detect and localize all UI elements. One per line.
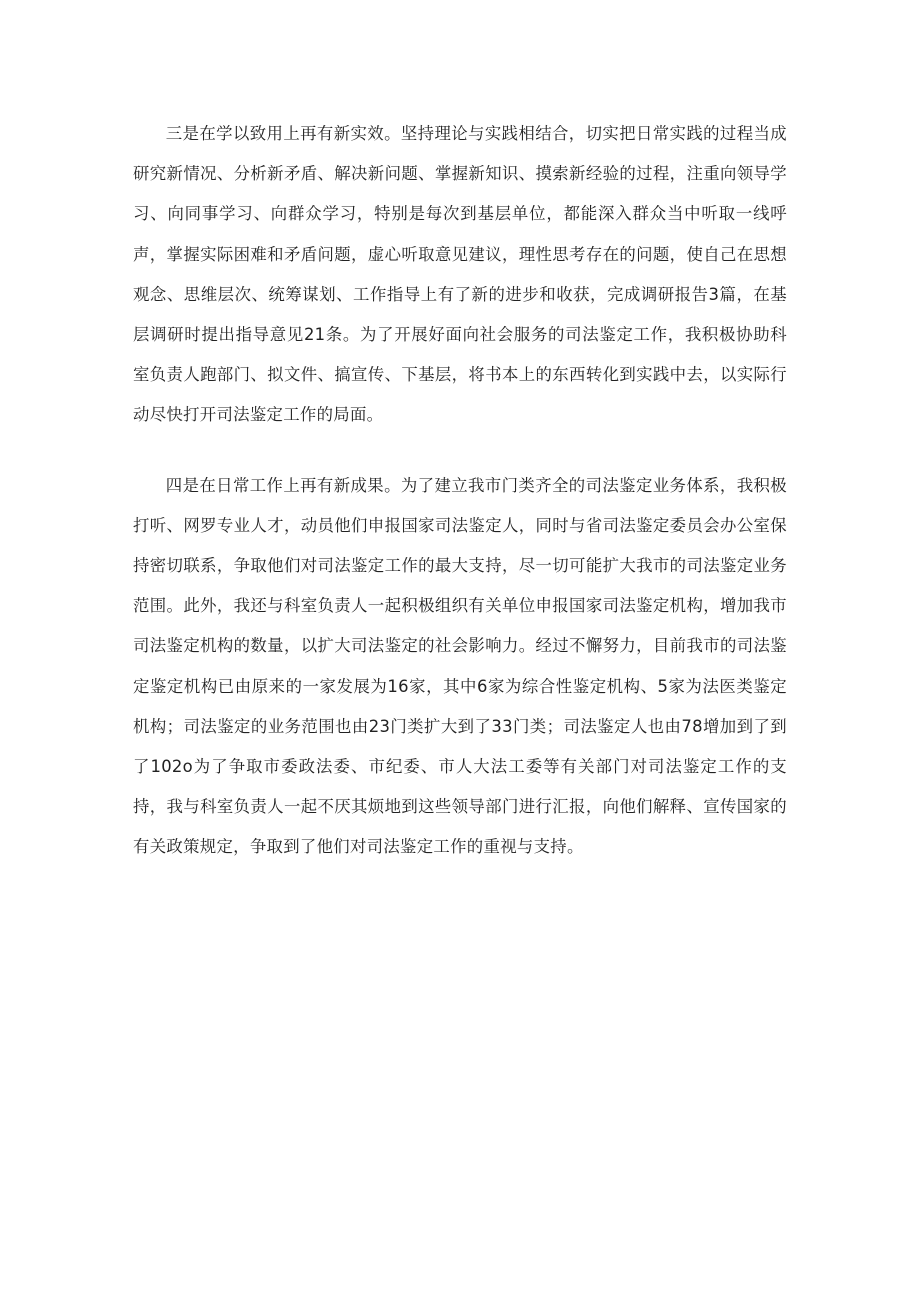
document-body (133, 114, 787, 868)
paragraph-three: 三是在学以致用上再有新实效。坚持理论与实践相结合，切实把日常实践的过程当成研究新情况、分析新矛盾、解决新问题、掌握新知识、摸索新经验的过程，注重向领导学习、向同事学习、向群众学习，特别是每次到基层单位，都能深入群众当中听取一线呼声，掌握实际困难和矛盾问题，虚心听取意见建议，理性思考存在的问题，使自己在思想观念、思维层次、统筹谋划、工作指导上有了新的进步和收获，完成调研报告3篇，在基层调研时提出指导意见21条。为了开展好面向社会服务的司法鉴定工作，我积极协助科室负责人跑部门、拟文件、搞宣传、下基层，将书本上的东西转化到实践中去，以实际行动尽快打开司法鉴定工作的局面。 (133, 124, 787, 425)
paragraph-four: 四是在日常工作上再有新成果。为了建立我市门类齐全的司法鉴定业务体系，我积极打听、网罗专业人才，动员他们申报国家司法鉴定人，同时与省司法鉴定委员会办公室保持密切联系，争取他们对司法鉴定工作的最大支持，尽一切可能扩大我市的司法鉴定业务范围。此外，我还与科室负责人一起积极组织有关单位申报国家司法鉴定机构，增加我市司法鉴定机构的数量，以扩大司法鉴定的社会影响力。经过不懈努力，目前我市的司法鉴定鉴定机构已由原来的一家发展为16家，其中6家为综合性鉴定机构、5家为法医类鉴定机构；司法鉴定的业务范围也由23门类扩大到了33门类；司法鉴定人也由78增加到了到了102o为了争取市委政法委、市纪委、市人大法工委等有关部门对司法鉴定工作的支持，我与科室负责人一起不厌其烦地到这些领导部门进行汇报，向他们解释、宣传国家的有关政策规定，争取到了他们对司法鉴定工作的重视与支持。 (133, 475, 787, 857)
